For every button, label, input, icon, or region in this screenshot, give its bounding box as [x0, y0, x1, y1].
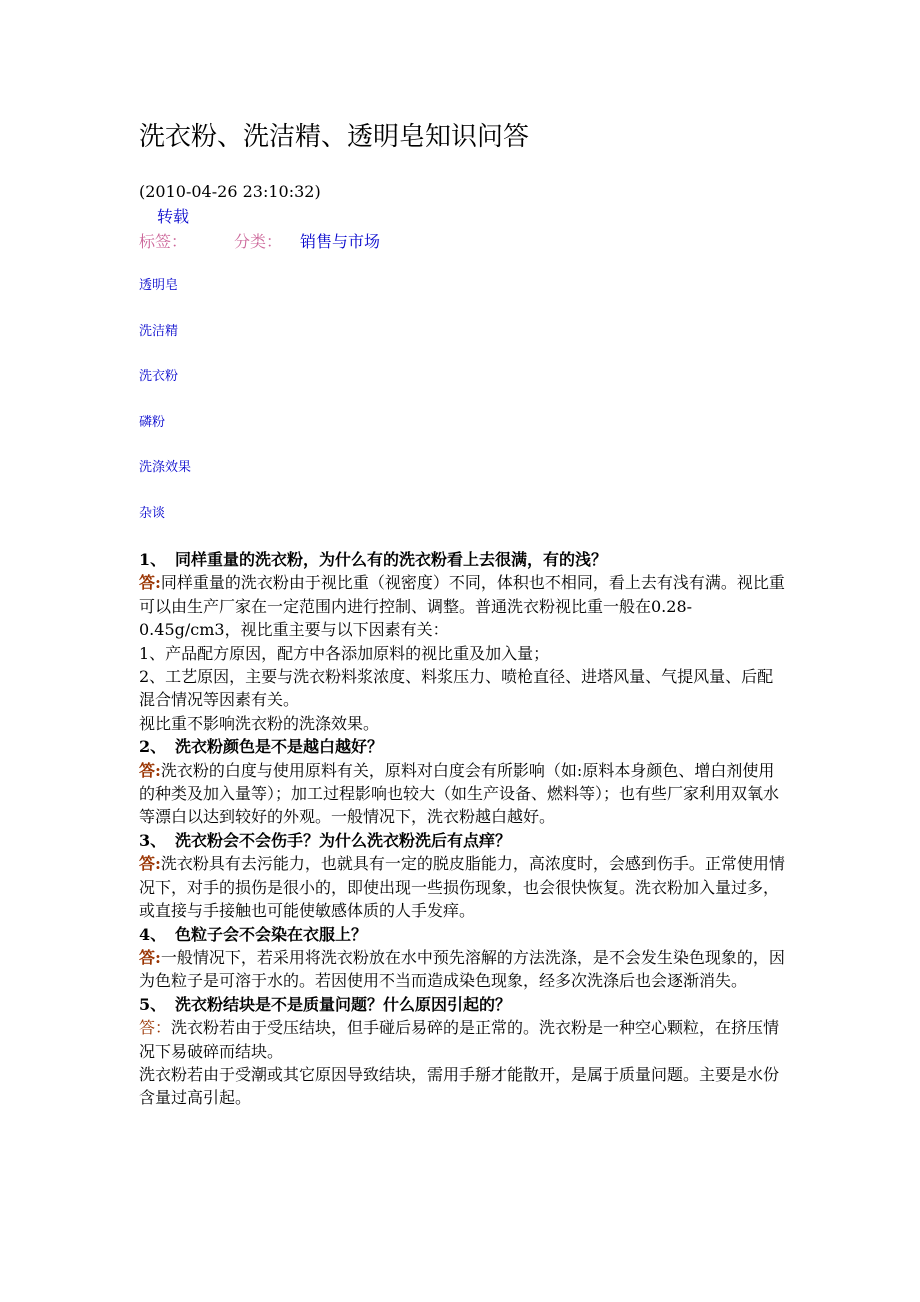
answer-text: 洗衣粉若由于受压结块，但手碰后易碎的是正常的。洗衣粉是一种空心颗粒，在挤压情况下易破碎而结块。 [139, 1018, 780, 1061]
tag-list [139, 277, 191, 551]
qa-content [139, 548, 789, 1110]
question-text: 同样重量的洗衣粉，为什么有的洗衣粉看上去很满，有的浅？ [175, 550, 608, 569]
tag-link[interactable]: 透明皂 [139, 278, 179, 293]
question-number: 4、 [139, 924, 167, 944]
answer-label: 答: [139, 760, 161, 780]
answer [139, 946, 789, 993]
question [139, 548, 789, 571]
tag-link[interactable]: 洗洁精 [139, 323, 179, 339]
answer-line: 1、产品配方原因，配方中各添加原料的视比重及加入量； [139, 643, 550, 663]
question-text: 洗衣粉颜色是不是越白越好？ [175, 737, 384, 757]
category-label: 分类： [234, 232, 283, 251]
answer-text: 同样重量的洗衣粉由于视比重（视密度）不同，体积也不相同，看上去有浅有满。视比重可以由生产厂家在一定范围内进行控制、调整。普通洗衣粉视比重一般在0.28-0.45g/cm3，视比重主要与以下因素有关： [139, 573, 785, 640]
answer-line: 洗衣粉若由于受潮或其它原因导致结块，需用手掰才能散开，是属于质量问题。主要是水份含量过高引起。 [139, 1064, 780, 1108]
category-link[interactable]: 销售与市场 [300, 232, 381, 251]
tags-label: 标签： [139, 232, 188, 251]
answer [139, 1016, 789, 1063]
answer-label: 答: [139, 947, 161, 967]
tag-link[interactable]: 洗衣粉 [139, 369, 179, 385]
answer [139, 759, 789, 829]
question-number: 5、 [139, 994, 167, 1014]
answer [139, 852, 789, 922]
answer-text: 洗衣粉具有去污能力，也就具有一定的脱皮脂能力，高浓度时，会感到伤手。正常使用情况下，对手的损伤是很小的，即使出现一些损伤现象，也会很快恢复。洗衣粉加入量过多，或直接与手接触也可能使敏感体质的人手发痒。 [139, 854, 785, 921]
question [139, 923, 789, 946]
question-text: 洗衣粉会不会伤手？为什么洗衣粉洗后有点痒？ [175, 830, 512, 850]
question [139, 735, 789, 758]
question-text: 色粒子会不会染在衣服上？ [175, 924, 368, 944]
answer-line: 2、工艺原因，主要与洗衣粉料浆浓度、料浆压力、喷枪直径、进塔风量、气提风量、后配混合情况等因素有关。 [139, 667, 774, 710]
question [139, 829, 789, 852]
answer-label: 答: [139, 573, 161, 593]
tag-link[interactable]: 洗涤效果 [139, 460, 192, 476]
question [139, 993, 789, 1016]
repost-link[interactable]: 转载 [157, 207, 190, 226]
tag-link[interactable]: 磷粉 [139, 414, 166, 430]
answer-label: 答： [139, 1018, 172, 1038]
answer-text: 洗衣粉的白度与使用原料有关，原料对白度会有所影响（如:原料本身颜色、增白剂使用的种类及加入量等）；加工过程影响也较大（如生产设备、燃料等）；也有些厂家利用双氧水等漂白以达到较好的外观。一般情况下，洗衣粉越白越好。 [139, 760, 780, 827]
answer-text: 一般情况下，若采用将洗衣粉放在水中预先溶解的方法洗涤，是不会发生染色现象的，因为色粒子是可溶于水的。若因使用不当而造成染色现象，经多次洗涤后也会逐渐消失。 [139, 947, 785, 991]
tag-link[interactable]: 杂谈 [139, 505, 166, 521]
question-text: 洗衣粉结块是不是质量问题？什么原因引起的？ [175, 994, 512, 1014]
question-number: 1、 [139, 550, 167, 569]
answer-line: 视比重不影响洗衣粉的洗涤效果。 [139, 713, 380, 733]
answer [139, 571, 789, 641]
question-number: 3、 [139, 830, 167, 850]
tag-category-line [139, 231, 380, 253]
answer-label: 答: [139, 854, 161, 874]
article-title: 洗衣粉、洗洁精、透明皂知识问答 [139, 122, 530, 152]
post-date: (2010-04-26 23:10:32) [139, 182, 321, 201]
question-number: 2、 [139, 737, 167, 757]
